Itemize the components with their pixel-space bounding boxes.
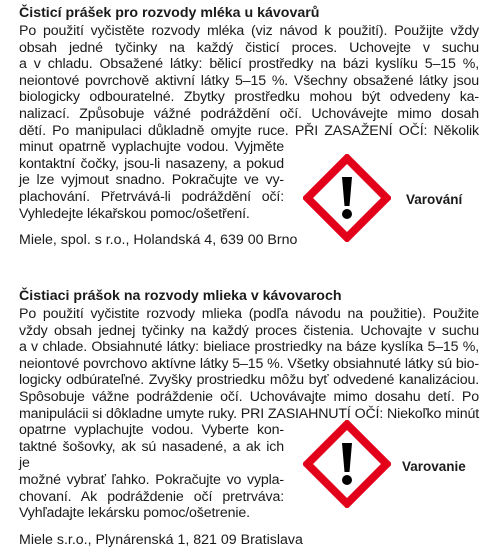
slovak-text-line: neiontové povrchovo aktívne látky 5–15 %. Všetky obsiahnuté látky sú bio- bbox=[19, 355, 479, 372]
czech-text-line: a v chladu. Obsažené látky: bělicí prostředky na bázi kyslíku 5–15 %, bbox=[19, 56, 479, 73]
czech-text-line: biologicky odbouratelné. Zbytky prostředku mohou být odvedeny ka- bbox=[19, 89, 479, 106]
czech-product-title: Čisticí prášek pro rozvody mléka u kávovarů bbox=[19, 5, 320, 21]
slovak-signal-word: Varovanie bbox=[402, 459, 466, 474]
czech-text-line: minut opatrně vyplachujte vodou. Vyjměte bbox=[19, 139, 284, 156]
slovak-text-line: taktné šošovky, ak sú nasadené, a ak ich je bbox=[19, 438, 284, 472]
slovak-text-line: Spôsobuje vážne podráždenie očí. Uchovávajte mimo dosahu detí. Po bbox=[19, 388, 479, 405]
czech-text-line: plachování. Přetrvává-li podráždění očí: bbox=[19, 188, 284, 205]
slovak-text-line: Vyhľadajte lekársku pomoc/ošetrenie. bbox=[19, 505, 250, 522]
slovak-text-line: Po použití vyčistite rozvody mlieka (podľa návodu na použitie). Použite bbox=[19, 306, 479, 322]
slovak-text-line: manipulácii si dôkladne umyte ruky. PRI ZASIAHNUTÍ OČÍ: Niekoľko minút bbox=[19, 405, 479, 422]
slovak-text-line: logicky odbúrateľné. Zvyšky prostriedku môžu byť odvedené kanalizáciou. bbox=[19, 372, 479, 389]
czech-text-line: dětí. Po manipulaci důkladně omyjte ruce. PŘI ZASAŽENÍ OČÍ: Několik bbox=[19, 122, 479, 139]
slovak-text-line: chovaní. Ak podráždenie očí pretrváva: bbox=[19, 488, 284, 505]
czech-signal-word: Varování bbox=[406, 192, 463, 207]
czech-text-line: Vyhledejte lékařskou pomoc/ošetření. bbox=[19, 205, 250, 222]
czech-text-line: Po použití vyčistěte rozvody mléka (viz návod k použití). Použijte vždy bbox=[19, 23, 479, 39]
ghs07-exclamation-mark-icon bbox=[303, 420, 391, 508]
ghs07-exclamation-mark-icon bbox=[303, 154, 391, 242]
czech-label-section bbox=[19, 4, 479, 249]
slovak-product-title: Čistiaci prášok na rozvody mlieka v kávovaroch bbox=[19, 288, 342, 304]
czech-text-line: kontaktní čočky, jsou-li nasazeny, a pokud bbox=[19, 155, 284, 172]
slovak-label-section bbox=[19, 287, 479, 549]
czech-manufacturer-address: Miele, spol. s r.o., Holandská 4, 639 00 Brno bbox=[19, 232, 298, 249]
slovak-manufacturer-address: Miele s.r.o., Plynárenská 1, 821 09 Bratislava bbox=[19, 531, 303, 548]
slovak-text-line: opatrne vyplachujte vodou. Vyberte kon- bbox=[19, 422, 284, 439]
slovak-text-line: možné vybrať ľahko. Pokračujte vo vypla- bbox=[19, 471, 284, 488]
slovak-text-line: a v chlade. Obsiahnuté látky: bieliace prostriedky na báze kyslíka 5–15 %, bbox=[19, 339, 479, 356]
czech-text-line: neiontové povrchově aktivní látky 5–15 %. Všechny obsažené látky jsou bbox=[19, 72, 479, 89]
slovak-text-line: vždy obsah jednej tyčinky na každý proces čistenia. Uchovajte v suchu bbox=[19, 322, 479, 339]
czech-text-line: obsah jedné tyčinky na každý čisticí proces. Uchovejte v suchu bbox=[19, 39, 479, 56]
czech-text-line: je lze vyjmout snadno. Pokračujte ve vy- bbox=[19, 172, 284, 189]
czech-text-line: nalizací. Způsobuje vážné podráždění očí. Uchovávejte mimo dosah bbox=[19, 105, 479, 122]
